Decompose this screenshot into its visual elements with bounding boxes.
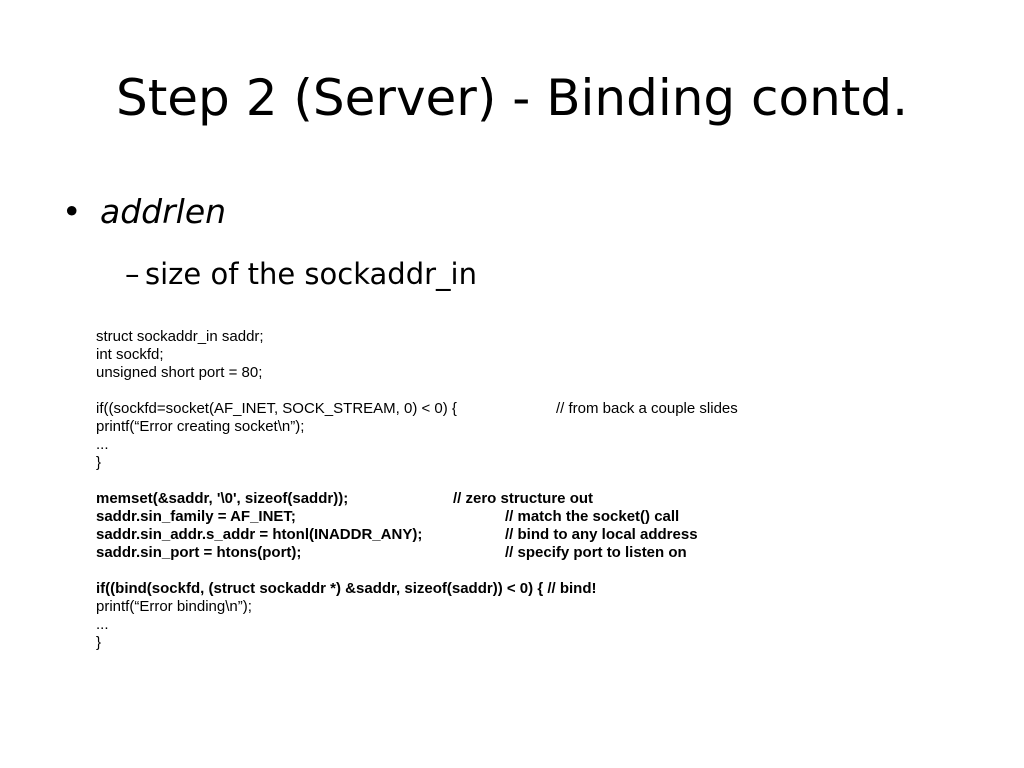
bullet-marker: •	[62, 192, 82, 231]
code-line	[96, 562, 996, 580]
code-line	[96, 580, 996, 598]
bullet-term: addrlen	[100, 192, 227, 231]
code-text: saddr.sin_family = AF_INET;	[96, 508, 296, 525]
code-line	[96, 328, 996, 346]
code-line	[96, 616, 996, 634]
code-line	[96, 346, 996, 364]
code-text: if((bind(sockfd, (struct sockaddr *) &saddr, sizeof(saddr)) < 0) { // bind!	[96, 580, 597, 597]
code-comment: // match the socket() call	[505, 508, 680, 525]
bullet-item	[62, 190, 226, 234]
code-line	[96, 382, 996, 400]
sub-bullet-item	[125, 254, 477, 294]
code-text: ...	[96, 616, 109, 633]
code-line	[96, 454, 996, 472]
code-block	[96, 328, 996, 652]
code-line	[96, 418, 996, 436]
code-line	[96, 544, 996, 562]
code-text: memset(&saddr, '\0', sizeof(saddr));	[96, 490, 349, 507]
code-line	[96, 490, 996, 508]
sub-bullet-marker: –	[125, 257, 140, 291]
code-text: printf(“Error creating socket\n”);	[96, 418, 305, 435]
sub-bullet-text: size of the sockaddr_in	[145, 257, 477, 291]
code-text: printf(“Error binding\n”);	[96, 598, 252, 615]
slide-title: Step 2 (Server) - Binding contd.	[115, 69, 909, 127]
code-text: unsigned short port = 80;	[96, 364, 263, 381]
code-comment: // from back a couple slides	[556, 400, 738, 417]
code-text: ...	[96, 436, 109, 453]
code-line	[96, 472, 996, 490]
code-text: saddr.sin_addr.s_addr = htonl(INADDR_ANY);	[96, 526, 423, 543]
code-line	[96, 598, 996, 616]
code-line	[96, 364, 996, 382]
code-line	[96, 634, 996, 652]
code-comment: // bind to any local address	[505, 526, 698, 543]
code-text: }	[96, 454, 102, 471]
code-line	[96, 526, 996, 544]
code-text: if((sockfd=socket(AF_INET, SOCK_STREAM, 0) < 0) {	[96, 400, 457, 417]
code-comment: // specify port to listen on	[505, 544, 687, 561]
code-text: int sockfd;	[96, 346, 164, 363]
code-line	[96, 436, 996, 454]
code-line	[96, 508, 996, 526]
code-line	[96, 400, 996, 418]
code-text: struct sockaddr_in saddr;	[96, 328, 264, 345]
code-comment: // zero structure out	[453, 490, 594, 507]
code-text: saddr.sin_port = htons(port);	[96, 544, 302, 561]
code-text: }	[96, 634, 102, 651]
